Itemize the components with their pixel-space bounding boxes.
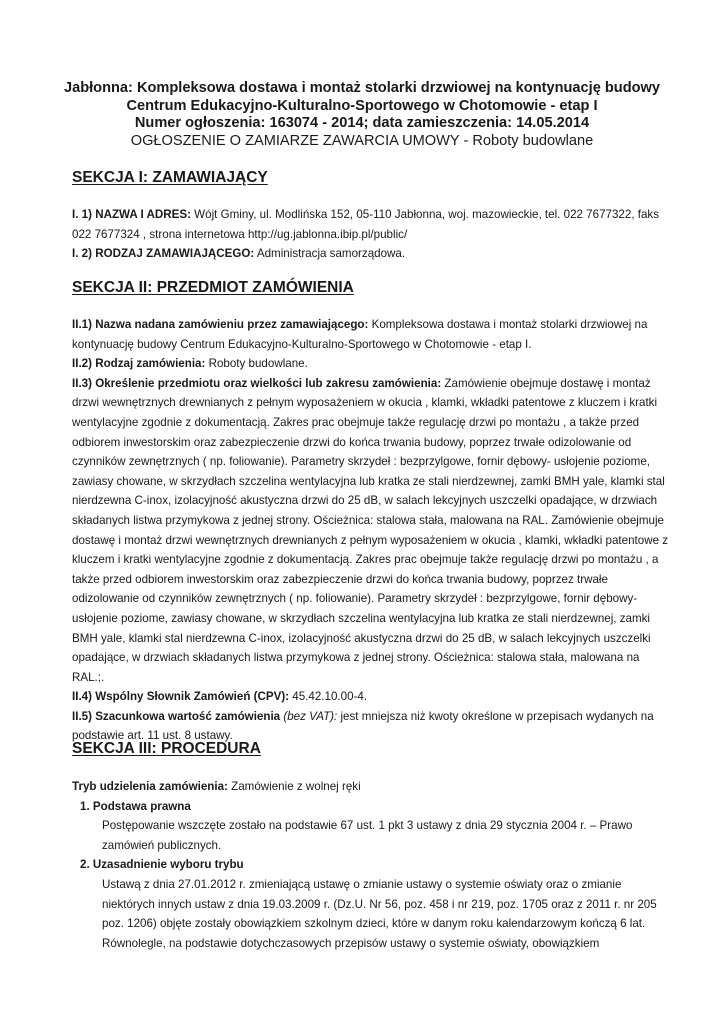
order-name-paragraph — [72, 315, 670, 354]
estimated-value-text: jest mniejsza niż kwoty określone w przepisach wydanych na podstawie art. 11 ust. 8 ustawy. — [72, 709, 654, 743]
procedure-mode-label: Tryb udzielenia zamówienia: — [72, 780, 228, 793]
header-announcement-type: OGŁOSZENIE O ZAMIARZE ZAWARCIA UMOWY - Roboty budowlane — [130, 132, 594, 149]
order-name-text: Kompleksowa dostawa i montaż stolarki drzwiowej na kontynuację budowy Centrum Edukacyjno-Kulturalno-Sportowego w Chotomowie - etap I. — [72, 318, 648, 351]
estimated-value-vat-note: (bez VAT): — [280, 709, 338, 723]
contracting-type-text: Administracja samorządowa. — [254, 247, 406, 261]
document-header — [60, 80, 664, 150]
section-2-body — [72, 315, 670, 746]
order-type-paragraph — [72, 354, 670, 374]
cpv-code: 45.42.10.00-4. — [289, 690, 368, 704]
order-type-text: Roboty budowlane. — [205, 357, 308, 371]
order-type-label: II.2) Rodzaj zamówienia: — [72, 357, 206, 371]
mode-justification-text: Ustawą z dnia 27.01.2012 r. zmieniającą ustawę o zmianie ustawy o systemie oświaty oraz o zmianie niektórych innych ustaw z dnia 19.03.2009 r. (Dz.U. Nr 56, poz. 458 i nr 219, poz. 1705 oraz z 2011 r. nr 205 poz. 1206) objęte zostały obowiązkiem szkolnym dzieci, które w danym roku kalendarzowym kończą 6 lat. Równolegle, na podstawie dotychczasowych przepisów ustawy o systemie oświaty, obowiązkiem — [102, 877, 657, 950]
order-scope-label: II.3) Określenie przedmiotu oraz wielkości lub zakresu zamówienia: — [72, 376, 442, 390]
header-announcement-number: Numer ogłoszenia: 163074 - 2014; data zamieszczenia: 14.05.2014 — [134, 115, 590, 131]
section-1-name-address — [72, 205, 670, 244]
contracting-type-label: I. 2) RODZAJ ZAMAWIAJĄCEGO: — [72, 247, 255, 261]
header-title-line-2: Centrum Edukacyjno-Kulturalno-Sportowego w Chotomowie - etap I — [126, 97, 598, 114]
section-1-title: SEKCJA I: ZAMAWIAJĄCY — [72, 169, 268, 186]
section-1-contracting-type — [72, 244, 670, 264]
section-1-body — [72, 205, 670, 264]
legal-basis-heading: 1. Podstawa prawna — [80, 799, 191, 813]
section-2-title: SEKCJA II: PRZEDMIOT ZAMÓWIENIA — [72, 279, 354, 296]
order-scope-text: Zamówienie obejmuje dostawę i montaż drzwi wewnętrznych drewnianych z pełnym wyposażeniem w okucia , klamki, wkładki patentowe z kluczem i kratki wentylacyjne zgodnie z dokumentacją. Zakres prac obejmuje także regulację drzwi po montażu , a także przed odbiorem inwestorskim oraz zabezpieczenie drzwi do końca trwania budowy, poprzez trwałe odizolowanie od czynników zewnętrznych ( np. foliowanie). Parametry skrzydeł : bezprzylgowe, fornir dębowy- usłojenie poziome, zawiasy chowane, w skrzydłach szczelina wentylacyjna lub kratka ze stali nierdzewnej, zamki BMH yale, klamki stal nierdzewna C-inox, izolacyjność akustyczna drzwi do 25 dB, w salach lekcyjnych uszczelki opadające, w drzwiach składanych listwa przymykowa z jednej strony. Ościeżnica: stalowa stała, malowana na RAL. Zamówienie obejmuje dostawę i montaż drzwi wewnętrznych drewnianych z pełnym wyposażeniem w okucia , klamki, wkładki patentowe z kluczem i kratki wentylacyjne zgodnie z dokumentacją. Zakres prac obejmuje także regulację drzwi po montażu , a także przed odbiorem inwestorskim oraz zabezpieczenie drzwi do końca trwania budowy, poprzez trwałe odizolowanie od czynników zewnętrznych ( np. foliowanie). Parametry skrzydeł : bezprzylgowe, fornir dębowy- usłojenie poziome, zawiasy chowane, w skrzydłach szczelina wentylacyjna lub kratka ze stali nierdzewnej, zamki BMH yale, klamki stal nierdzewna C-inox, izolacyjność akustyczna drzwi do 25 dB, w salach lekcyjnych uszczelki opadające, w drzwiach składanych listwa przymykowa z jednej strony. Ościeżnica: stalowa stała, malowana na RAL.;. — [72, 376, 669, 684]
legal-basis-text: Postępowanie wszczęte zostało na podstawie 67 ust. 1 pkt 3 ustawy z dnia 29 stycznia 2004 r. – Prawo zamówień publicznych. — [102, 819, 633, 852]
order-name-label: II.1) Nazwa nadana zamówieniu przez zamawiającego: — [72, 318, 369, 331]
procedure-mode-paragraph — [72, 777, 670, 797]
estimated-value-label: II.5) Szacunkowa wartość zamówienia — [72, 709, 281, 723]
section-3-body — [72, 777, 670, 953]
name-address-text: Wójt Gminy, ul. Modlińska 152, 05-110 Jabłonna, woj. mazowieckie, tel. 022 7677322, faks 022 7677324 , strona internetowa http://ug.jablonna.ibip.pl/public/ — [72, 208, 660, 241]
procedure-mode-text: Zamówienie z wolnej ręki — [227, 780, 361, 793]
header-title-line-1: Jabłonna: Kompleksowa dostawa i montaż stolarki drzwiowej na kontynuację budowy — [63, 80, 661, 96]
mode-justification-heading: 2. Uzasadnienie wyboru trybu — [80, 858, 244, 872]
cpv-label: II.4) Wspólny Słownik Zamówień (CPV): — [72, 690, 290, 704]
order-scope-paragraph — [72, 374, 670, 688]
cpv-paragraph — [72, 687, 670, 707]
name-address-label: I. 1) NAZWA I ADRES: — [72, 208, 191, 221]
section-3-title: SEKCJA III: PROCEDURA — [72, 740, 261, 757]
